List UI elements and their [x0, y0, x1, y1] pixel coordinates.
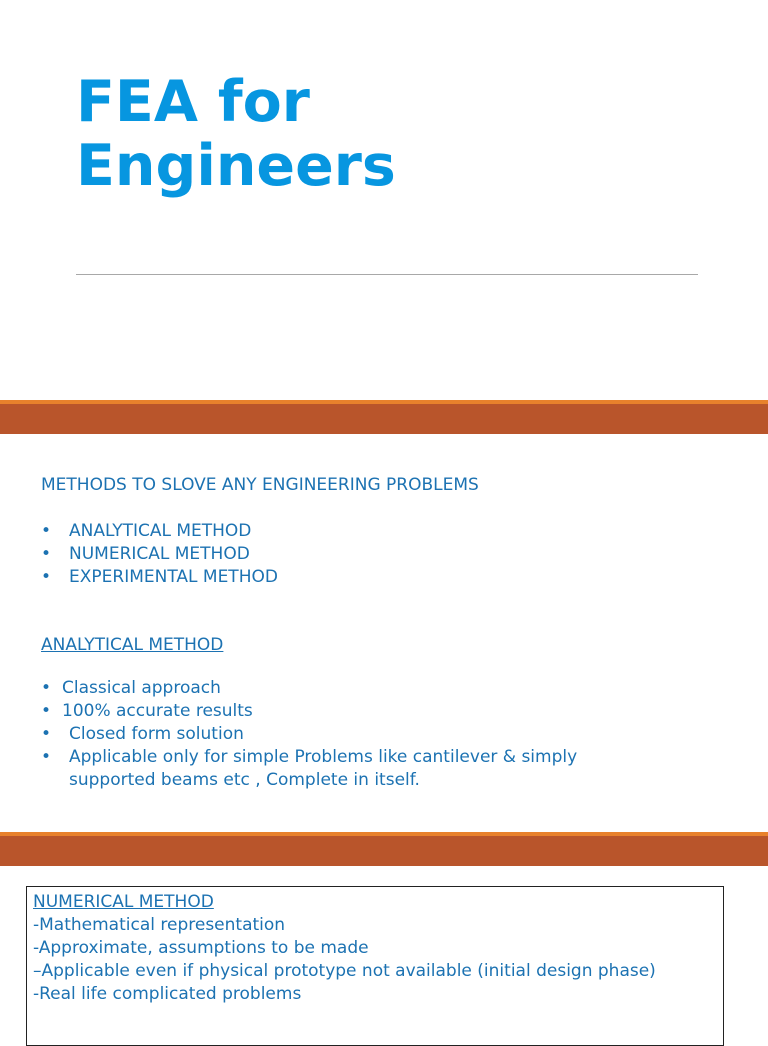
- numerical-line: -Approximate, assumptions to be made: [33, 938, 369, 958]
- slide-separator: [0, 836, 768, 866]
- title-line-2: Engineers: [76, 133, 396, 199]
- list-item: [41, 677, 669, 700]
- slide-separator: [0, 404, 768, 434]
- methods-heading: METHODS TO SLOVE ANY ENGINEERING PROBLEMS: [41, 475, 479, 495]
- list-item: [41, 723, 669, 746]
- numerical-slide: [0, 866, 768, 1024]
- list-item: [41, 543, 278, 566]
- point-text: Closed form solution: [69, 724, 244, 744]
- bullet: •: [41, 567, 52, 587]
- slide-title: [76, 70, 396, 198]
- methods-slide: [0, 434, 768, 832]
- numerical-line: –Applicable even if physical prototype not available (initial design phase): [33, 961, 656, 981]
- numerical-text-box: [26, 886, 724, 1046]
- bullet: •: [41, 544, 52, 564]
- bullet: •: [41, 724, 52, 744]
- numerical-line: -Mathematical representation: [33, 915, 286, 935]
- bullet: •: [41, 701, 52, 721]
- title-line-1: FEA for: [76, 69, 310, 135]
- numerical-line: -Real life complicated problems: [33, 984, 302, 1004]
- method-label: NUMERICAL METHOD: [69, 544, 250, 564]
- method-label: ANALYTICAL METHOD: [69, 521, 252, 541]
- list-item: [41, 566, 278, 589]
- point-text: Applicable only for simple Problems like cantilever & simply supported beams etc , Complete in itself.: [69, 747, 578, 790]
- analytical-heading: ANALYTICAL METHOD: [41, 635, 224, 655]
- numerical-heading: NUMERICAL METHOD: [33, 892, 214, 912]
- list-item: [41, 746, 669, 792]
- list-item: [41, 700, 669, 723]
- bullet: •: [41, 521, 52, 541]
- bullet: •: [41, 678, 52, 698]
- point-text: Classical approach: [62, 678, 221, 698]
- bullet: •: [41, 747, 52, 767]
- title-divider: [76, 274, 698, 275]
- list-item: [41, 520, 278, 543]
- analytical-points-list: [41, 677, 669, 792]
- point-text: 100% accurate results: [62, 701, 253, 721]
- method-label: EXPERIMENTAL METHOD: [69, 567, 278, 587]
- title-slide: [0, 0, 768, 400]
- methods-list: [41, 520, 278, 589]
